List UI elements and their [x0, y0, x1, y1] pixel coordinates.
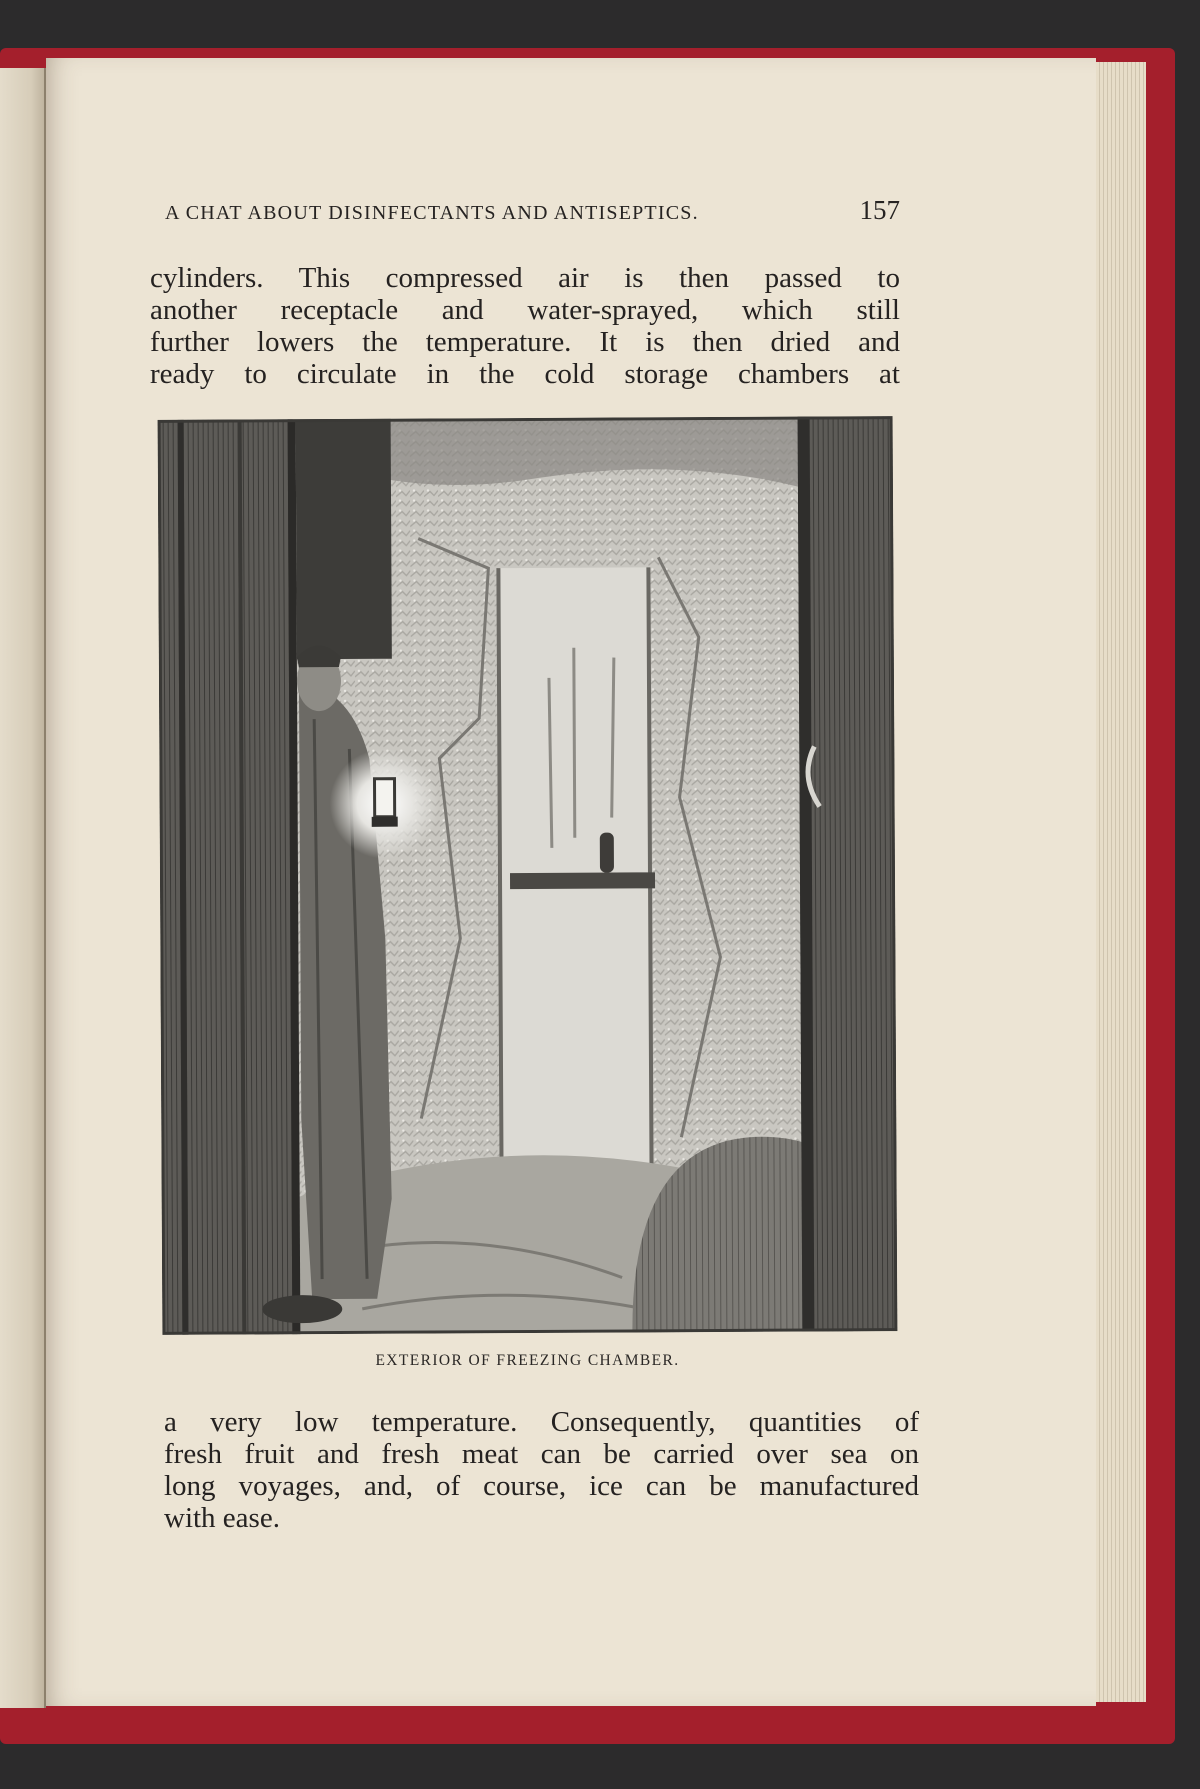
- text-line: long voyages, and, of course, ice can be manufactured: [164, 1470, 919, 1502]
- text-line: fresh fruit and fresh meat can be carried over sea on: [164, 1438, 919, 1470]
- facing-page-edge: [0, 68, 46, 1708]
- page-number: 157: [859, 195, 900, 225]
- paragraph-bottom: [164, 1406, 919, 1534]
- figure-freezing-chamber: [158, 416, 898, 1335]
- text-line: cylinders. This compressed air is then passed to: [150, 262, 900, 294]
- page-block-edges: [1088, 62, 1146, 1702]
- text-line: a very low temperature. Consequently, quantities of: [164, 1406, 919, 1438]
- running-header: [165, 195, 900, 226]
- text-line: with ease.: [164, 1502, 280, 1534]
- freezing-chamber-engraving-icon: [158, 416, 898, 1335]
- running-title: A CHAT ABOUT DISINFECTANTS AND ANTISEPTICS.: [165, 202, 699, 224]
- figure-caption: EXTERIOR OF FREEZING CHAMBER.: [375, 1352, 680, 1369]
- text-line: another receptacle and water-sprayed, which still: [150, 294, 900, 326]
- text-line: further lowers the temperature. It is then dried and: [150, 326, 900, 358]
- paragraph-top: [150, 262, 900, 390]
- text-line: ready to circulate in the cold storage chambers at: [150, 358, 900, 390]
